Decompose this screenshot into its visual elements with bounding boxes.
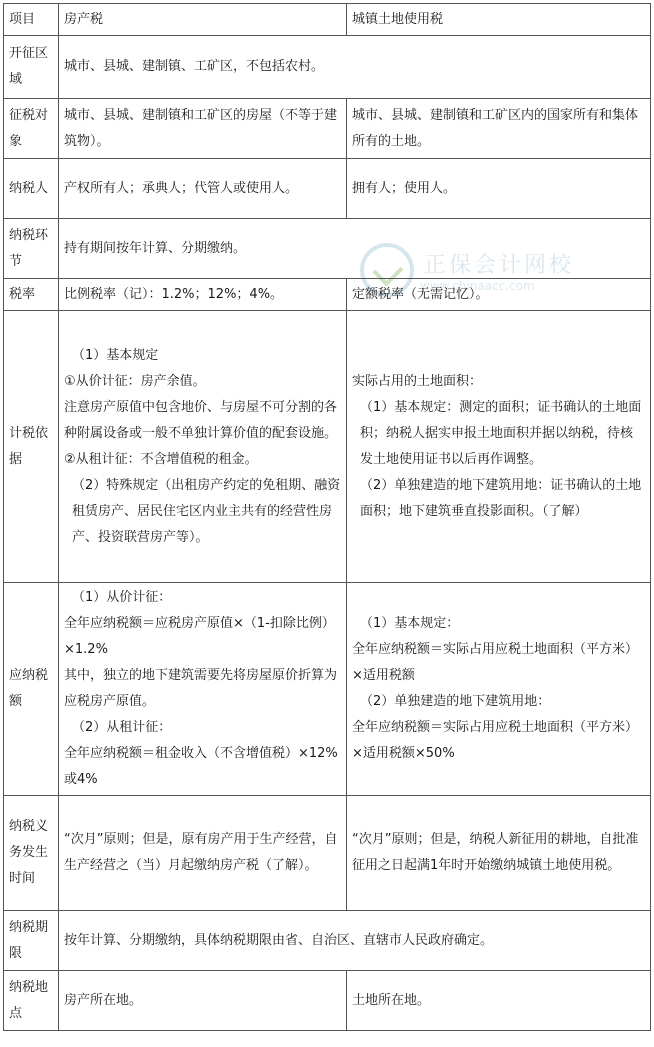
merged-cell: 城市、县城、建制镇、工矿区，不包括农村。 (59, 36, 651, 99)
row-amount (4, 583, 651, 796)
house-cell (59, 279, 347, 311)
row-label: 纳税期限 (4, 911, 59, 971)
cell-line: 土地所在地。 (352, 992, 431, 1008)
cell-line: （1）从价计征： (72, 590, 172, 605)
cell-line: 比例税率（记）：1.2%；12%；4%。 (64, 286, 284, 302)
cell-line: 城市、县城、建制镇和工矿区的房屋（不等于建筑物）。 (64, 107, 338, 149)
house-cell (59, 159, 347, 219)
row-stage (4, 219, 651, 279)
row-label: 纳税义务发生时间 (4, 796, 59, 911)
row-label: 计税依据 (4, 311, 59, 583)
cell-line: 拥有人；使用人。 (352, 180, 457, 196)
cell-line: （2）从租计征： (72, 720, 172, 735)
cell-line: 全年应纳税额＝应税房产原值×（1-扣除比例）×1.2% (64, 616, 335, 657)
cell-line: （1）基本规定 (72, 347, 159, 363)
merged-cell: 持有期间按年计算、分期缴纳。 (59, 219, 651, 279)
land-cell (347, 159, 651, 219)
cell-line: 实际占用的土地面积： (352, 373, 483, 389)
row-payer (4, 159, 651, 219)
cell-line: ①从价计征：房产余值。 (64, 373, 206, 389)
table-header-row (4, 4, 651, 36)
house-cell (59, 583, 347, 796)
watermark-url: www.chinaacc.com (420, 278, 535, 293)
land-cell (347, 99, 651, 159)
land-cell (347, 796, 651, 911)
land-cell (347, 971, 651, 1031)
header-item: 项目 (4, 4, 59, 36)
row-timing (4, 796, 651, 911)
row-place (4, 971, 651, 1031)
header-house-tax: 房产税 (59, 4, 347, 36)
row-label: 纳税环节 (4, 219, 59, 279)
cell-line: 全年应纳税额＝实际占用应税土地面积（平方米）×适用税额 (352, 642, 639, 683)
row-label: 开征区域 (4, 36, 59, 99)
row-scope (4, 36, 651, 99)
cell-line: 房产所在地。 (64, 992, 143, 1008)
cell-line: 注意房产原值中包含地价、与房屋不可分割的各种附属设备或一般不单独计算价值的配套设施。 (64, 399, 338, 441)
row-label: 征税对象 (4, 99, 59, 159)
cell-line: 其中，独立的地下建筑需要先将房屋原价折算为应税房产原值。 (64, 668, 338, 709)
cell-line: 定额税率（无需记忆）。 (352, 286, 489, 302)
row-period (4, 911, 651, 971)
row-label: 纳税地点 (4, 971, 59, 1031)
land-cell (347, 583, 651, 796)
header-land-tax: 城镇土地使用税 (347, 4, 651, 36)
row-rate (4, 279, 651, 311)
merged-cell: 按年计算、分期缴纳，具体纳税期限由省、自治区、直辖市人民政府确定。 (59, 911, 651, 971)
house-cell (59, 99, 347, 159)
land-cell (347, 279, 651, 311)
row-label: 应纳税额 (4, 583, 59, 796)
cell-line: （1）基本规定： (360, 616, 460, 631)
tax-comparison-table (3, 3, 651, 1031)
cell-line: （1）基本规定：测定的面积；证书确认的土地面积；纳税人据实申报土地面积并据以纳税，待核发土地使用证书以后再作调整。 (360, 399, 642, 467)
cell-line: 产权所有人；承典人；代管人或使用人。 (64, 180, 299, 196)
cell-line: “次月”原则；但是，原有房产用于生产经营，自生产经营之（当）月起缴纳房产税（了解）。 (64, 832, 338, 873)
cell-line: ②从租计征：不含增值税的租金。 (64, 451, 258, 467)
row-object (4, 99, 651, 159)
cell-line: （2）单独建造的地下建筑用地：证书确认的土地面积；地下建筑垂直投影面积。（了解） (360, 477, 642, 519)
land-cell (347, 311, 651, 583)
cell-line: 全年应纳税额＝实际占用应税土地面积（平方米）×适用税额×50% (352, 720, 639, 761)
cell-line: （2）特殊规定（出租房产约定的免租期、融资租赁房产、居民住宅区内业主共有的经营性房产、投资联营房产等）。 (72, 477, 341, 545)
house-cell (59, 796, 347, 911)
watermark-brand: 正保会计网校 (424, 252, 575, 278)
row-label: 税率 (4, 279, 59, 311)
house-cell (59, 971, 347, 1031)
row-basis (4, 311, 651, 583)
cell-line: “次月”原则；但是，纳税人新征用的耕地，自批准征用之日起满1年时开始缴纳城镇土地使用税。 (352, 832, 639, 873)
cell-line: 城市、县城、建制镇和工矿区内的国家所有和集体所有的土地。 (352, 107, 639, 149)
cell-line: （2）单独建造的地下建筑用地： (360, 694, 551, 709)
house-cell (59, 311, 347, 583)
cell-line: 全年应纳税额＝租金收入（不含增值税）×12%或4% (64, 746, 338, 787)
row-label: 纳税人 (4, 159, 59, 219)
